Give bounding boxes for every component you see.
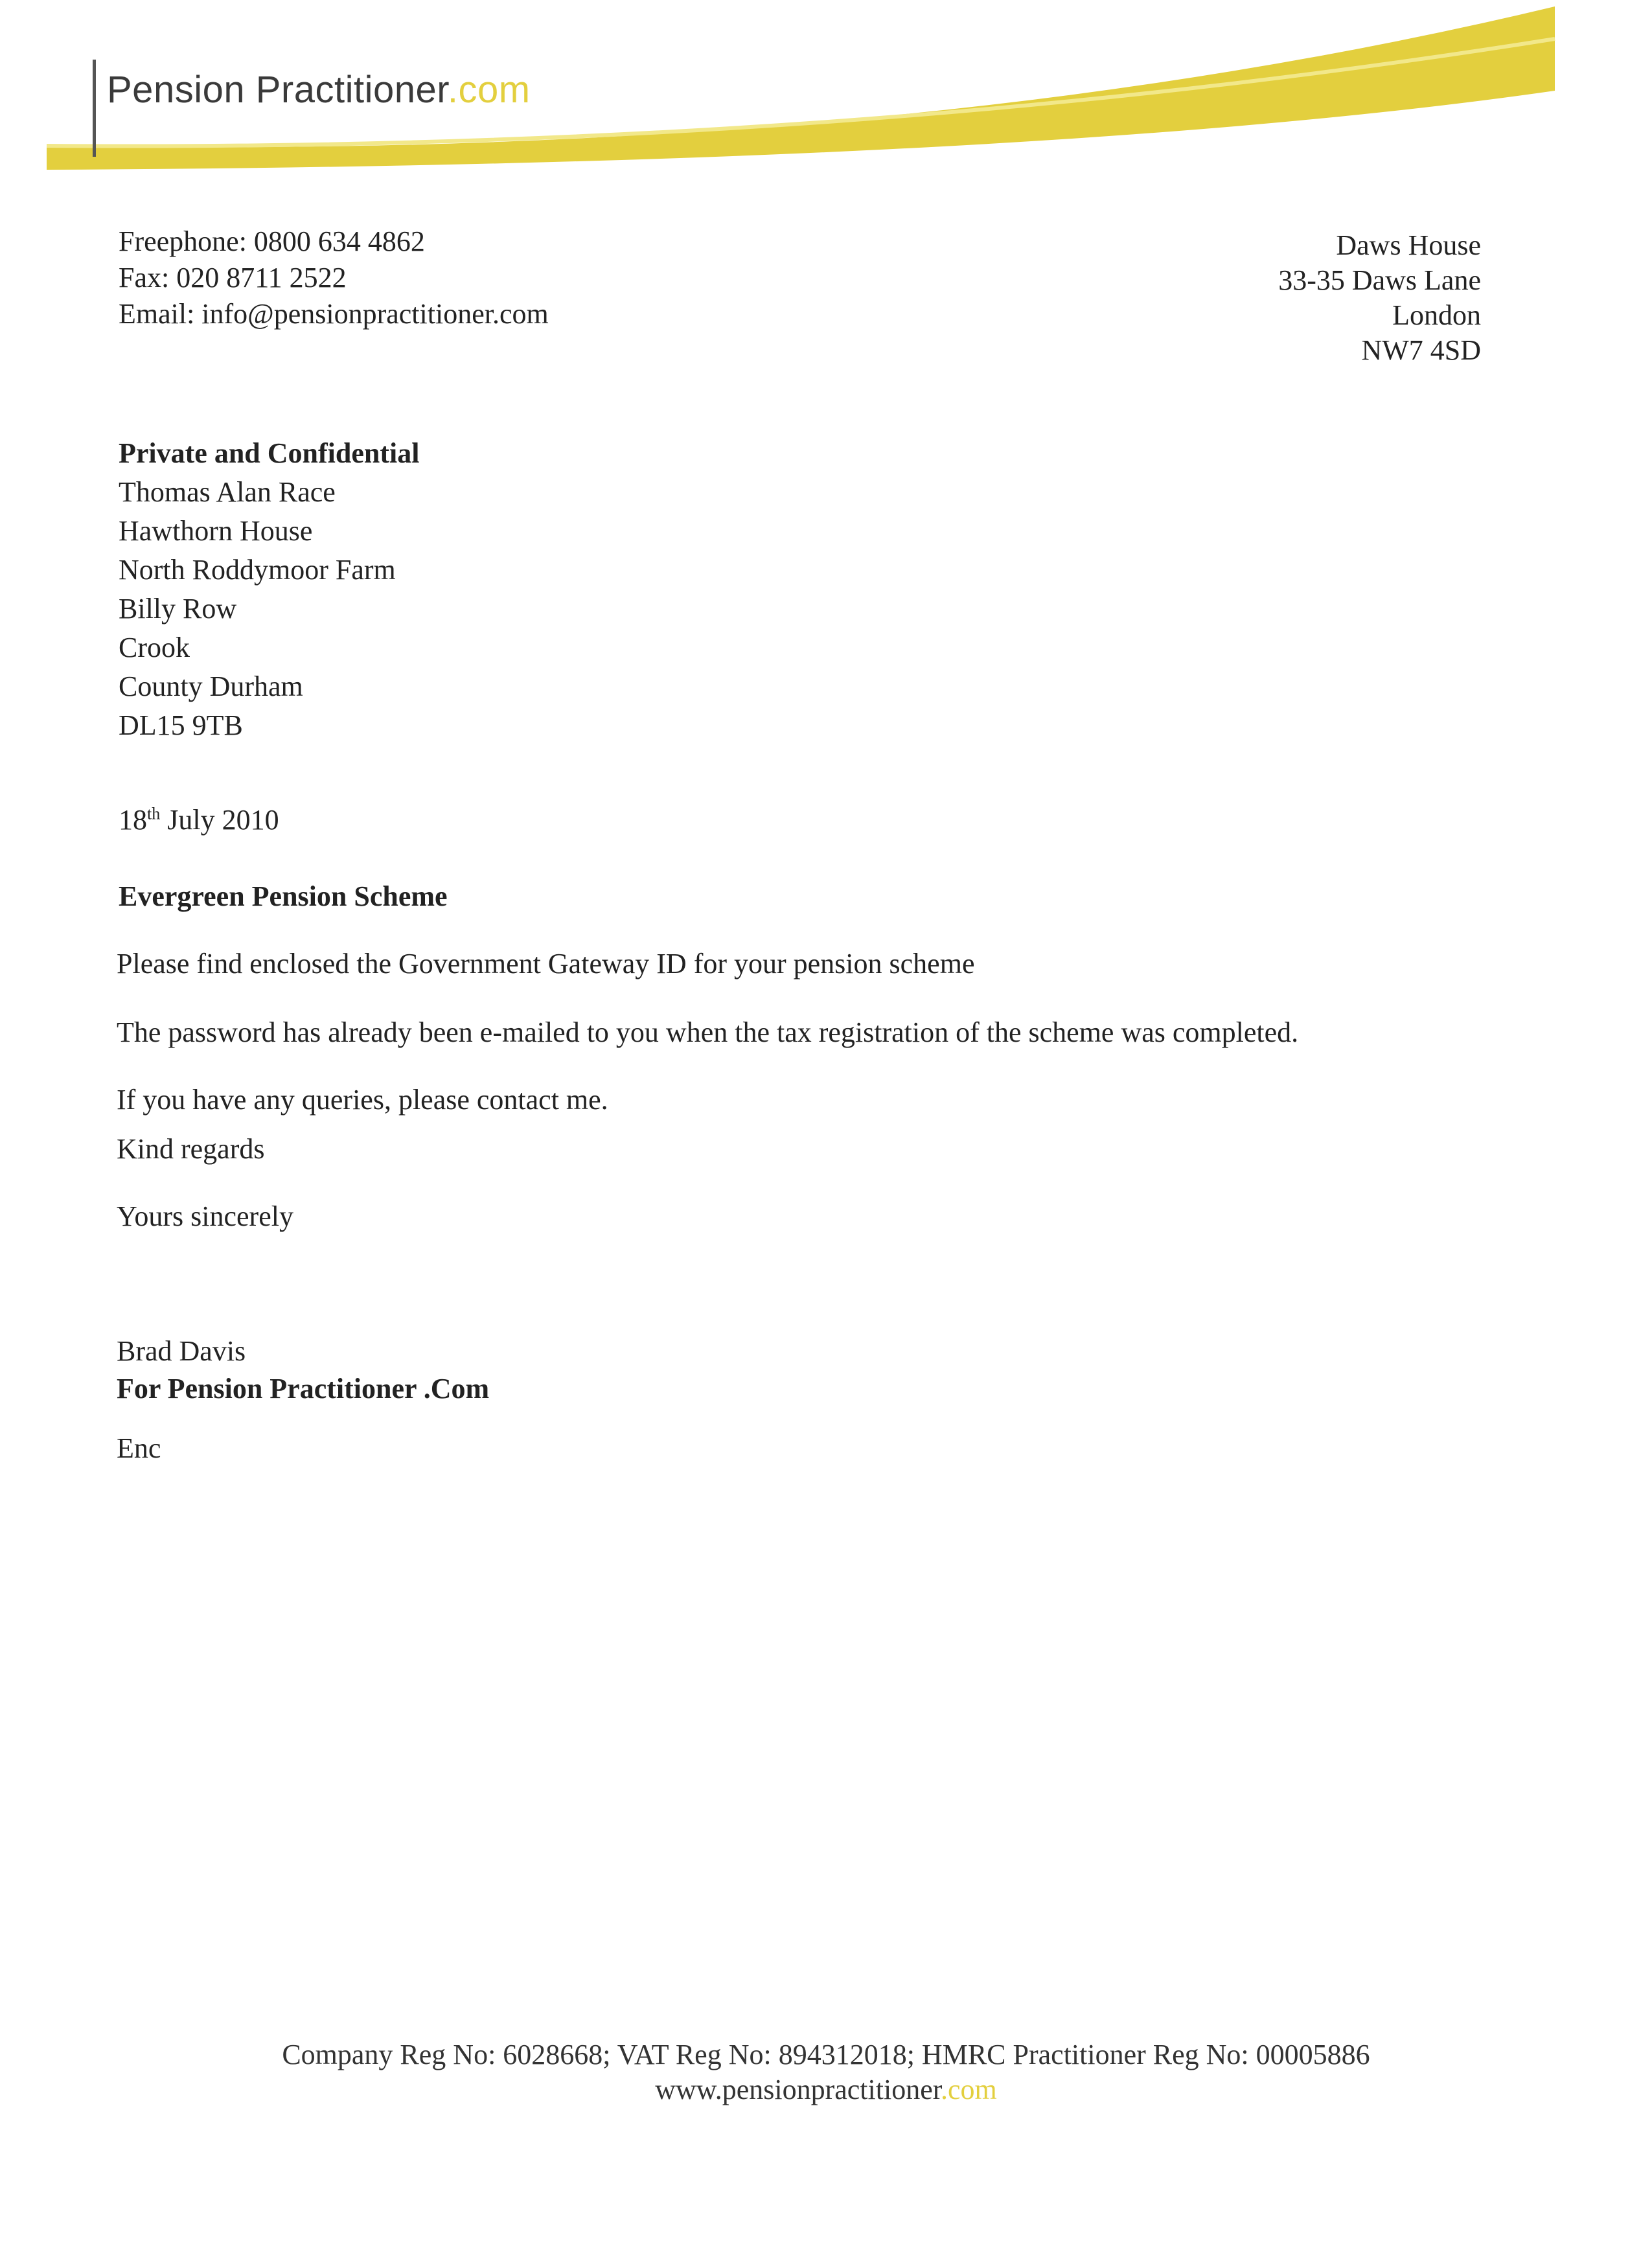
recipient-line: DL15 9TB bbox=[119, 709, 243, 741]
recipient-block bbox=[119, 434, 419, 745]
sender-address bbox=[1278, 228, 1481, 368]
recipient-line: Hawthorn House bbox=[119, 515, 313, 547]
closing-line: Yours sincerely bbox=[117, 1200, 293, 1232]
email: Email: info@pensionpractitioner.com bbox=[119, 298, 549, 330]
footer-registration: Company Reg No: 6028668; VAT Reg No: 894312018; HMRC Practitioner Reg No: 00005886 bbox=[282, 2039, 1370, 2070]
footer-website bbox=[0, 2073, 1652, 2106]
signatory-name: Brad Davis bbox=[117, 1335, 246, 1367]
logo-bar bbox=[93, 60, 96, 157]
body-paragraph: The password has already been e-mailed to you when the tax registration of the scheme was completed. bbox=[117, 1016, 1299, 1048]
address-line: London bbox=[1392, 299, 1481, 331]
website-main: www.pensionpractitioner bbox=[655, 2074, 941, 2105]
address-line: NW7 4SD bbox=[1361, 334, 1481, 366]
recipient-line: North Roddymoor Farm bbox=[119, 554, 396, 586]
closing-line: Kind regards bbox=[117, 1133, 265, 1165]
logo-main-text: Pension Practitioner bbox=[107, 69, 448, 111]
address-line: 33-35 Daws Lane bbox=[1278, 264, 1481, 296]
date-rest: July 2010 bbox=[160, 804, 279, 836]
address-line: Daws House bbox=[1336, 229, 1481, 261]
signatory-company: For Pension Practitioner .Com bbox=[117, 1373, 490, 1404]
fax: Fax: 020 8711 2522 bbox=[119, 262, 347, 293]
recipient-line: Crook bbox=[119, 632, 190, 663]
body-paragraph: If you have any queries, please contact me. bbox=[117, 1084, 608, 1116]
date-day: 18 bbox=[119, 804, 147, 836]
contact-block bbox=[119, 223, 549, 332]
body-paragraph: Please find enclosed the Government Gateway ID for your pension scheme bbox=[117, 948, 975, 980]
letter-date bbox=[119, 803, 279, 836]
recipient-line: Billy Row bbox=[119, 593, 237, 624]
freephone: Freephone: 0800 634 4862 bbox=[119, 225, 425, 257]
recipient-line: County Durham bbox=[119, 670, 303, 702]
recipient-line: Thomas Alan Race bbox=[119, 476, 336, 508]
confidential-heading: Private and Confidential bbox=[119, 437, 420, 469]
logo-suffix-text: .com bbox=[447, 69, 531, 111]
date-suffix: th bbox=[147, 804, 161, 823]
letter-subject: Evergreen Pension Scheme bbox=[119, 880, 448, 912]
enclosure-note: Enc bbox=[117, 1432, 161, 1464]
company-logo bbox=[107, 68, 531, 111]
website-suffix: .com bbox=[940, 2074, 997, 2105]
